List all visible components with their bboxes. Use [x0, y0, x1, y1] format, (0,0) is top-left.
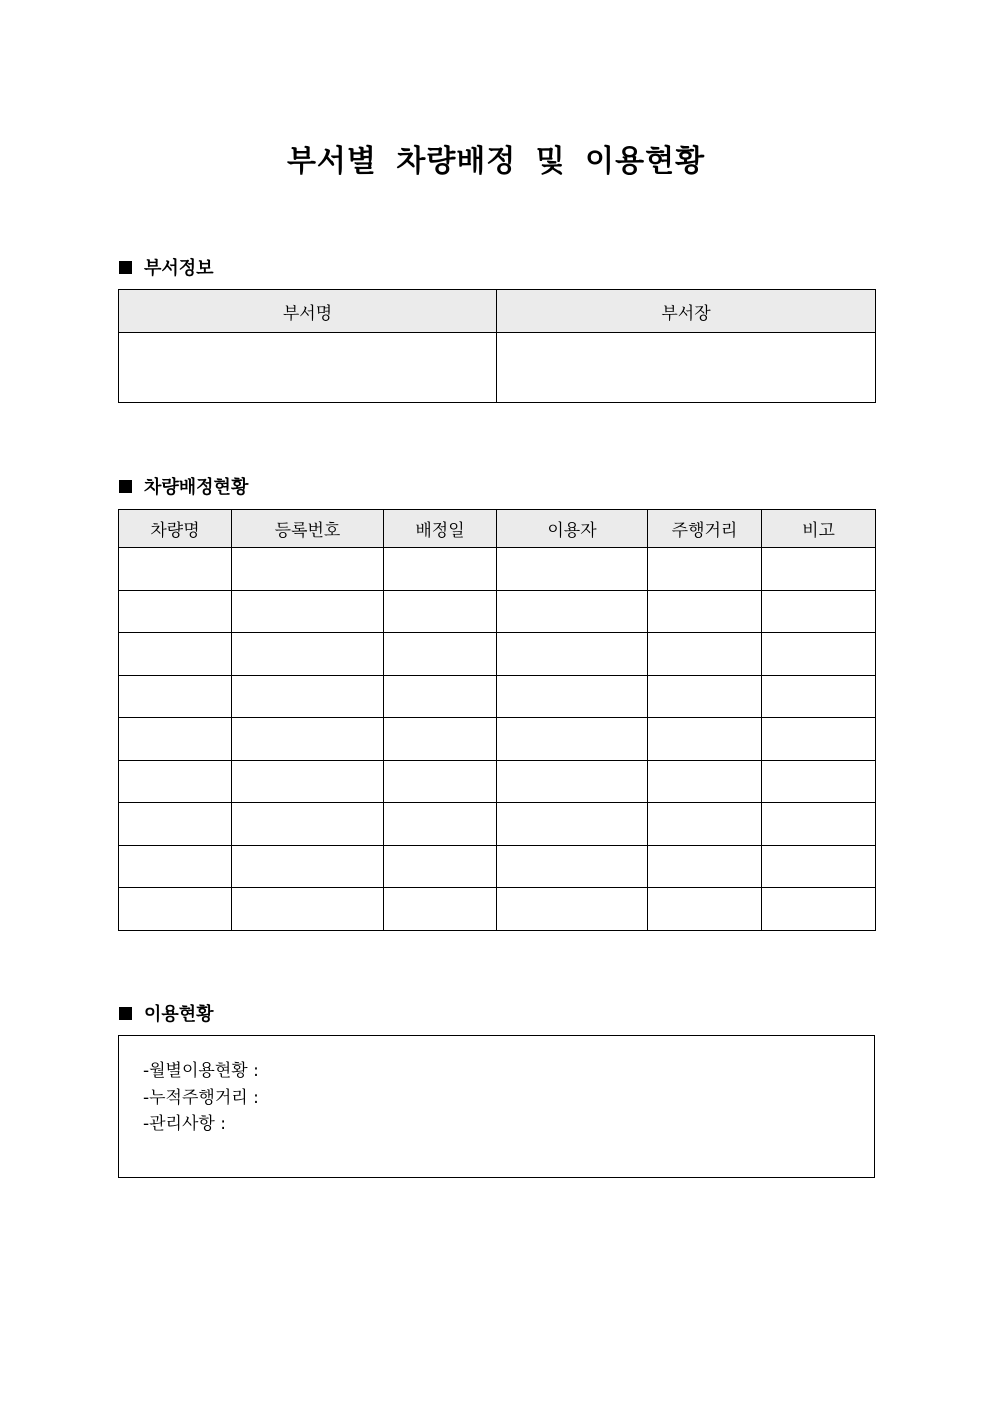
section-heading-dept [119, 254, 214, 280]
header-vehicle-name: 차량명 [119, 510, 232, 548]
table-cell[interactable] [119, 675, 232, 718]
table-cell[interactable] [384, 718, 497, 761]
table-cell[interactable] [232, 803, 384, 846]
table-cell[interactable] [232, 845, 384, 888]
table-row [119, 548, 876, 591]
table-cell[interactable] [232, 590, 384, 633]
table-cell[interactable] [648, 633, 762, 676]
table-cell[interactable] [384, 675, 497, 718]
section-heading-vehicle [119, 473, 248, 499]
table-cell[interactable] [648, 718, 762, 761]
table-cell[interactable] [384, 590, 497, 633]
table-cell[interactable] [762, 633, 876, 676]
header-dept-name: 부서명 [119, 290, 497, 333]
page-title: 부서별 차량배정 및 이용현황 [286, 144, 706, 179]
table-cell[interactable] [648, 548, 762, 591]
table-cell[interactable] [648, 888, 762, 931]
table-cell[interactable] [497, 675, 648, 718]
table-row [119, 760, 876, 803]
table-cell[interactable] [648, 803, 762, 846]
management-notes-line: -관리사항 : [143, 1114, 226, 1134]
table-row [119, 633, 876, 676]
table-cell[interactable] [762, 548, 876, 591]
header-registration-number: 등록번호 [232, 510, 384, 548]
table-cell[interactable] [384, 845, 497, 888]
table-cell[interactable] [119, 718, 232, 761]
monthly-usage-line: -월별이용현황 : [143, 1061, 259, 1081]
table-cell[interactable] [119, 888, 232, 931]
table-cell[interactable] [762, 718, 876, 761]
table-cell[interactable] [119, 845, 232, 888]
vehicle-assignment-table [118, 509, 876, 931]
table-cell[interactable] [497, 548, 648, 591]
table-cell[interactable] [384, 803, 497, 846]
table-cell[interactable] [232, 760, 384, 803]
table-cell[interactable] [762, 760, 876, 803]
table-cell[interactable] [762, 845, 876, 888]
usage-status-box[interactable] [118, 1035, 875, 1178]
table-cell[interactable] [232, 548, 384, 591]
table-cell[interactable] [232, 675, 384, 718]
table-cell[interactable] [648, 590, 762, 633]
table-cell[interactable] [119, 590, 232, 633]
cumulative-mileage-line: -누적주행거리 : [143, 1088, 259, 1108]
table-cell[interactable] [497, 633, 648, 676]
table-cell[interactable] [762, 803, 876, 846]
section-heading-label: 차량배정현황 [144, 477, 249, 498]
square-bullet-icon [119, 261, 132, 274]
table-cell[interactable] [497, 803, 648, 846]
table-cell[interactable] [384, 760, 497, 803]
table-row [119, 675, 876, 718]
table-cell[interactable] [232, 633, 384, 676]
table-row [119, 590, 876, 633]
table-cell[interactable] [762, 675, 876, 718]
table-cell[interactable] [384, 548, 497, 591]
table-cell[interactable] [648, 845, 762, 888]
table-cell[interactable] [762, 888, 876, 931]
table-cell[interactable] [497, 718, 648, 761]
table-cell[interactable] [762, 590, 876, 633]
table-row [119, 718, 876, 761]
table-cell[interactable] [497, 845, 648, 888]
dept-info-table [118, 289, 876, 403]
table-cell[interactable] [497, 590, 648, 633]
table-row [119, 803, 876, 846]
section-heading-label: 이용현황 [144, 1004, 214, 1025]
header-assign-date: 배정일 [384, 510, 497, 548]
table-cell[interactable] [648, 760, 762, 803]
table-cell[interactable] [648, 675, 762, 718]
square-bullet-icon [119, 480, 132, 493]
header-mileage: 주행거리 [648, 510, 762, 548]
table-cell[interactable] [119, 548, 232, 591]
dept-name-cell[interactable] [119, 333, 497, 403]
table-cell[interactable] [384, 888, 497, 931]
header-dept-head: 부서장 [497, 290, 876, 333]
section-heading-label: 부서정보 [144, 258, 214, 279]
table-cell[interactable] [232, 718, 384, 761]
table-cell[interactable] [497, 888, 648, 931]
header-remarks: 비고 [762, 510, 876, 548]
square-bullet-icon [119, 1007, 132, 1020]
section-heading-usage [119, 1000, 214, 1026]
dept-head-cell[interactable] [497, 333, 876, 403]
table-cell[interactable] [119, 633, 232, 676]
header-user: 이용자 [497, 510, 648, 548]
table-row [119, 888, 876, 931]
table-cell[interactable] [497, 760, 648, 803]
table-cell[interactable] [232, 888, 384, 931]
table-cell[interactable] [384, 633, 497, 676]
table-row [119, 845, 876, 888]
table-cell[interactable] [119, 760, 232, 803]
table-cell[interactable] [119, 803, 232, 846]
